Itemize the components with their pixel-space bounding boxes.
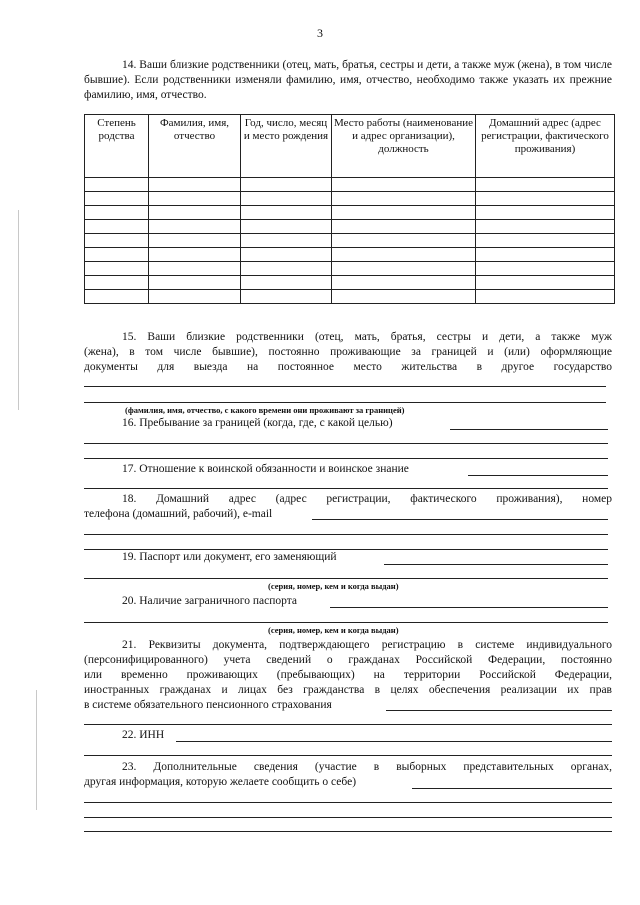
col-header-address: Домашний адрес (адрес регистрации, фактического проживания) [476,115,615,178]
section-23-answer-inline[interactable] [412,788,612,789]
table-body [85,178,615,304]
table-cell[interactable] [332,234,476,248]
section-16-answer-line-2[interactable] [84,458,608,459]
section-17-answer-line-1[interactable] [84,488,608,489]
table-cell[interactable] [332,192,476,206]
section-23-answer-line-2[interactable] [84,817,612,818]
section-21-answer-inline[interactable] [386,710,612,711]
table-row [85,276,615,290]
col-header-workplace: Место работы (наименование и адрес организации), должность [332,115,476,178]
table-cell[interactable] [149,290,241,304]
section-17-answer-inline[interactable] [468,475,608,476]
table-cell[interactable] [149,234,241,248]
table-cell[interactable] [332,248,476,262]
table-cell[interactable] [149,220,241,234]
section-20-answer-line-1[interactable] [84,622,608,623]
table-cell[interactable] [85,290,149,304]
section-21-line4: иностранных гражданах и лицах без гражданства в целях обеспечения реализации их прав [84,684,612,696]
table-cell[interactable] [241,206,332,220]
table-cell[interactable] [241,178,332,192]
section-21-line3: или временно проживающих (пребывающих) на территории Российской Федерации, [84,669,612,681]
section-15-answer-line-1[interactable] [84,386,606,387]
section-16-answer-line-1[interactable] [84,443,608,444]
table-cell[interactable] [476,234,615,248]
table-cell[interactable] [241,262,332,276]
table-cell[interactable] [332,290,476,304]
table-cell[interactable] [85,262,149,276]
section-23-answer-line-3[interactable] [84,831,612,832]
table-cell[interactable] [476,178,615,192]
table-cell[interactable] [85,248,149,262]
section-21-line2: (персонифицированного) учета сведений о гражданах Российской Федерации, постоянно [84,654,612,666]
col-header-birth: Год, число, месяц и место рождения [241,115,332,178]
table-cell[interactable] [149,192,241,206]
table-cell[interactable] [476,192,615,206]
section-21-line5: в системе обязательного пенсионного страхования [84,699,332,711]
section-18-answer-inline[interactable] [312,519,608,520]
table-cell[interactable] [149,248,241,262]
section-18-text [84,492,612,522]
section-15-caption: (фамилия, имя, отчество, с какого времени они проживают за границей) [125,405,405,415]
table-header-row [85,115,615,178]
table-cell[interactable] [149,276,241,290]
table-cell[interactable] [476,220,615,234]
table-cell[interactable] [85,276,149,290]
table-row [85,262,615,276]
table-cell[interactable] [476,290,615,304]
table-cell[interactable] [85,192,149,206]
section-19-label: 19. Паспорт или документ, его заменяющий [122,551,337,563]
section-19-caption: (серия, номер, кем и когда выдан) [268,581,399,591]
section-22-answer-line-1[interactable] [84,755,612,756]
section-14-body: 14. Ваши близкие родственники (отец, мать, братья, сестры и дети, а также муж (жена), в том числе бывшие). Если родственники изменяли фамилию, имя, отчество, необходимо также указать их прежние фамилию, имя, отчество. [84,59,612,101]
section-22-answer-inline[interactable] [176,741,612,742]
relatives-table [84,114,615,304]
section-23-line2: другая информация, которую желаете сообщить о себе) [84,776,357,788]
section-23-text [84,760,612,790]
table-cell[interactable] [149,206,241,220]
section-23-line1: 23. Дополнительные сведения (участие в выборных представительных органах, [122,761,612,773]
table-row [85,206,615,220]
table-cell[interactable] [241,276,332,290]
section-21-answer-line-1[interactable] [84,724,612,725]
page-number: 3 [317,26,323,40]
table-row [85,178,615,192]
section-20-label: 20. Наличие заграничного паспорта [122,595,297,607]
section-20-answer-inline[interactable] [330,607,608,608]
section-18-answer-line-1[interactable] [84,534,608,535]
table-row [85,192,615,206]
table-cell[interactable] [241,248,332,262]
table-cell[interactable] [332,220,476,234]
section-21-line1: 21. Реквизиты документа, подтверждающего регистрацию в системе индивидуального [122,639,612,651]
section-15-line3: документы для выезда на постоянное место жительства в другое государство [84,361,612,373]
table-cell[interactable] [85,234,149,248]
section-14-text [84,58,612,103]
table-cell[interactable] [332,178,476,192]
table-cell[interactable] [476,248,615,262]
section-16-label: 16. Пребывание за границей (когда, где, с какой целью) [122,417,393,429]
col-header-relation: Степень родства [85,115,149,178]
table-cell[interactable] [332,276,476,290]
section-15-answer-line-2[interactable] [84,402,606,403]
section-22-label: 22. ИНН [122,729,165,741]
table-cell[interactable] [476,262,615,276]
scan-margin-mark-1 [18,210,19,410]
section-20-caption: (серия, номер, кем и когда выдан) [268,625,399,635]
table-cell[interactable] [149,178,241,192]
section-17-label: 17. Отношение к воинской обязанности и воинское знание [122,463,409,475]
section-15-line2: (жена), в том числе бывшие), постоянно проживающие за границей и (или) оформляющие [84,346,612,358]
table-row [85,234,615,248]
table-cell[interactable] [241,192,332,206]
table-cell[interactable] [332,262,476,276]
table-cell[interactable] [85,220,149,234]
table-cell[interactable] [241,290,332,304]
table-row [85,220,615,234]
section-19-answer-inline[interactable] [384,564,608,565]
table-row [85,248,615,262]
table-row [85,290,615,304]
section-15-text [84,330,612,375]
table-cell[interactable] [241,220,332,234]
table-cell[interactable] [476,206,615,220]
table-cell[interactable] [85,178,149,192]
section-16-answer-inline[interactable] [450,429,608,430]
section-19-answer-line-1[interactable] [84,578,608,579]
section-15-line1: 15. Ваши близкие родственники (отец, мать, братья, сестры и дети, а также муж [122,331,612,343]
section-21-text [84,638,612,713]
scan-margin-mark-2 [36,690,37,810]
table-cell[interactable] [476,276,615,290]
table-cell[interactable] [332,206,476,220]
section-23-answer-line-1[interactable] [84,802,612,803]
section-18-line2: телефона (домашний, рабочий), e-mail [84,508,273,520]
col-header-full-name: Фамилия, имя, отчество [149,115,241,178]
table-cell[interactable] [149,262,241,276]
table-cell[interactable] [241,234,332,248]
section-18-line1: 18. Домашний адрес (адрес регистрации, фактического проживания), номер [122,493,612,505]
table-cell[interactable] [85,206,149,220]
